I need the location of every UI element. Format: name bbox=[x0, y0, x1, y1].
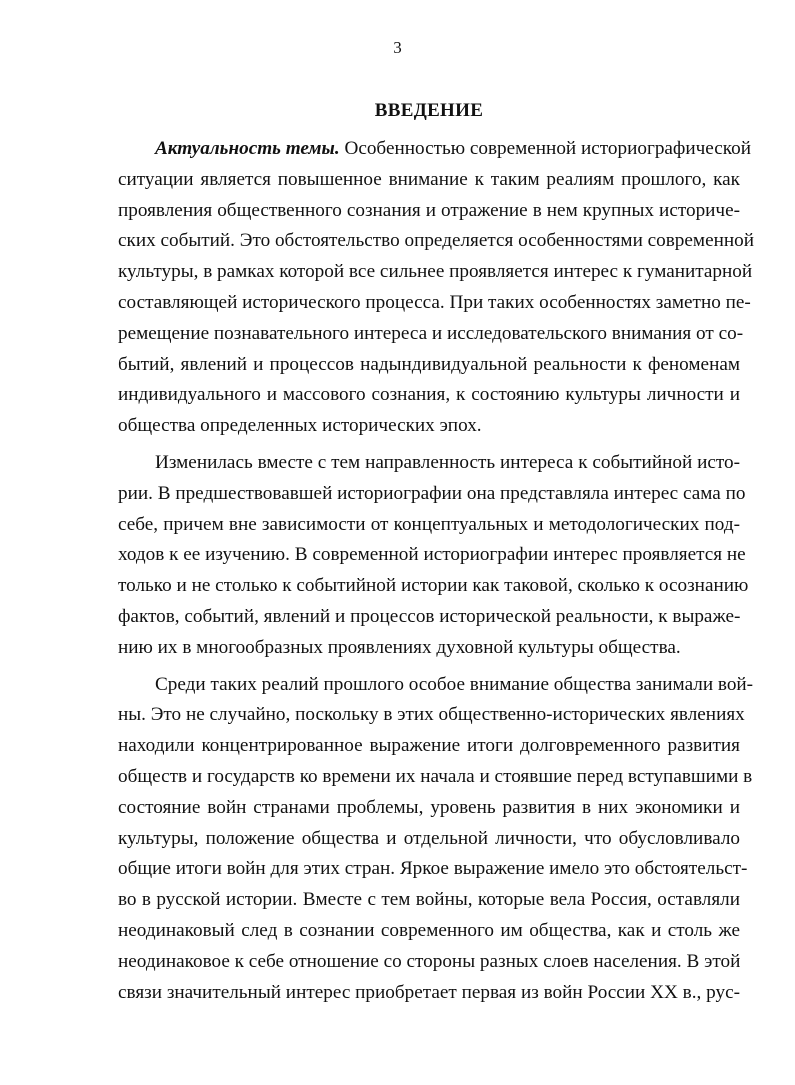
text-line: ремещение познавательного интереса и исследовательского внимания от со- bbox=[118, 322, 744, 344]
text-line: во в русской истории. Вместе с тем войны, которые вела Россия, оставляли bbox=[118, 889, 740, 911]
text-line: связи значительный интерес приобретает первая из войн России XX в., рус- bbox=[118, 981, 740, 1003]
text-line: находили концентрированное выражение итоги долговременного развития bbox=[118, 735, 740, 757]
text-line: ских событий. Это обстоятельство определяется особенностями современной bbox=[118, 230, 754, 252]
text-line: ходов к ее изучению. В современной историографии интерес проявляется не bbox=[118, 544, 746, 566]
text-line: нию их в многообразных проявлениях духовной культуры общества. bbox=[118, 636, 681, 658]
text-line: общие итоги войн для этих стран. Яркое выражение имело это обстоятельст- bbox=[118, 858, 748, 880]
body-text bbox=[118, 100, 754, 1008]
text-line: неодинаковый след в сознании современного им общества, как и столь же bbox=[118, 919, 740, 941]
text-line: общества определенных исторических эпох. bbox=[118, 415, 482, 437]
text-line: Среди таких реалий прошлого особое внимание общества занимали вой- bbox=[155, 673, 754, 695]
paragraph-1 bbox=[118, 134, 754, 442]
text-line: ситуации является повышенное внимание к таким реалиям прошлого, как bbox=[118, 168, 740, 190]
text-line: обществ и государств ко времени их начала и стоявшие перед вступавшими в bbox=[118, 765, 753, 787]
page-number: 3 bbox=[393, 38, 402, 57]
paragraph-3 bbox=[118, 670, 754, 1009]
text-line: культуры, в рамках которой все сильнее проявляется интерес к гуманитарной bbox=[118, 261, 753, 283]
text-line: Актуальность темы. Особенностью современной историографической bbox=[155, 138, 752, 159]
text-line: бытий, явлений и процессов надындивидуальной реальности к феноменам bbox=[118, 353, 740, 375]
text-line: фактов, событий, явлений и процессов исторической реальности, к выраже- bbox=[118, 605, 741, 627]
text-line: индивидуального и массового сознания, к состоянию культуры личности и bbox=[118, 384, 740, 406]
text-line: культуры, положение общества и отдельной личности, что обусловливало bbox=[118, 827, 740, 849]
section-heading: ВВЕДЕНИЕ bbox=[374, 100, 484, 121]
text-line: ны. Это не случайно, поскольку в этих общественно-исторических явлениях bbox=[118, 704, 745, 726]
text-line: проявления общественного сознания и отражение в нем крупных историче- bbox=[118, 199, 740, 221]
text-line: себе, причем вне зависимости от концептуальных и методологических под- bbox=[118, 513, 740, 535]
paragraph-lead: Актуальность темы. bbox=[155, 138, 340, 159]
text-line: составляющей исторического процесса. При таких особенностях заметно пе- bbox=[118, 291, 751, 313]
text-line: только и не столько к событийной истории как таковой, сколько к осознанию bbox=[118, 575, 749, 597]
text-line: рии. В предшествовавшей историографии она представляла интерес сама по bbox=[118, 482, 746, 504]
text-line: Изменилась вместе с тем направленность интереса к событийной исто- bbox=[155, 451, 740, 473]
text-line: неодинаковое к себе отношение со стороны разных слоев населения. В этой bbox=[118, 950, 741, 972]
paragraph-2 bbox=[118, 448, 749, 664]
text-line: состояние войн странами проблемы, уровень развития в них экономики и bbox=[118, 796, 740, 818]
